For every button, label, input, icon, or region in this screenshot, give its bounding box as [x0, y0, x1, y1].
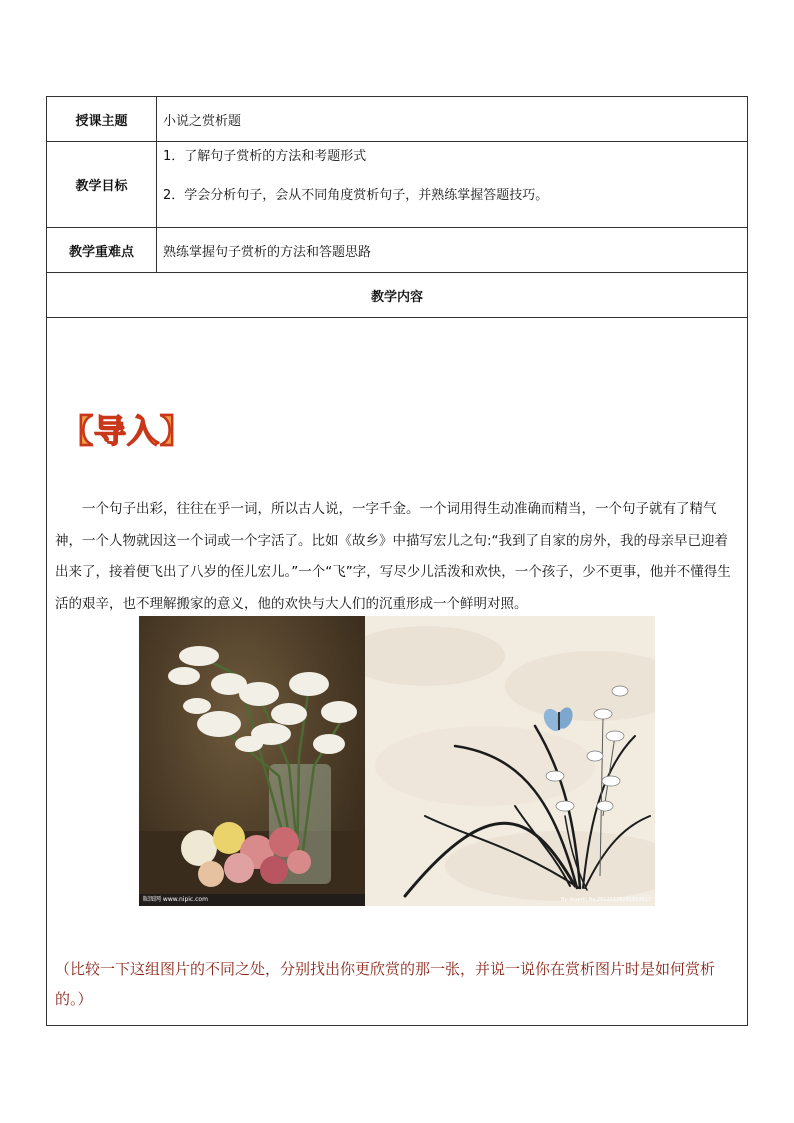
lily-oil-painting-image	[139, 616, 365, 906]
comparison-images	[139, 616, 655, 906]
section-tag-intro: 【导入】	[61, 412, 194, 450]
image-instruction: （比较一下这组图片的不同之处，分别找出你更欣赏的那一张，并说一说你在赏析图片时是如何赏析的。）	[55, 960, 716, 1008]
image-watermark: 昵图网 www.nipic.com	[143, 896, 208, 903]
content-header: 教学内容	[47, 273, 747, 318]
orchid-ink-painting-image	[365, 616, 655, 906]
lesson-plan-table	[46, 96, 748, 1026]
goal-row	[47, 142, 747, 228]
intro-paragraph: 一个句子出彩，往往在乎一词，所以古人说，一字千金。一个词用得生动准确而精当，一个句子就有了精气神，一个人物就因这一个词或一个字活了。比如《故乡》中描写宏儿之句:“我到了自家的房外，我的母亲早已迎着出来了，接着便飞出了八岁的侄儿宏儿。”一个“飞”字，写尽少儿活泼和欢快，一个孩子，少不更事，他并不懂得生活的艰辛，也不理解搬家的意义，他的欢快与大人们的沉重形成一个鲜明对照。	[55, 501, 731, 612]
image-watermark: By:daxeric No.20121129245910617	[561, 897, 651, 903]
goal-list	[157, 142, 747, 227]
goal-label: 教学目标	[47, 142, 157, 227]
topic-row	[47, 97, 747, 142]
key-points-value: 熟练掌握句子赏析的方法和答题思路	[163, 244, 372, 260]
goal-item: 1．了解句子赏析的方法和考题形式	[163, 149, 367, 164]
topic-value: 小说之赏析题	[163, 113, 242, 129]
topic-label: 授课主题	[47, 97, 157, 141]
goal-item: 2．学会分析句子，会从不同角度赏析句子，并熟练掌握答题技巧。	[163, 188, 549, 203]
key-points-label: 教学重难点	[47, 228, 157, 272]
key-points-row	[47, 228, 747, 273]
teaching-content	[47, 318, 747, 1025]
